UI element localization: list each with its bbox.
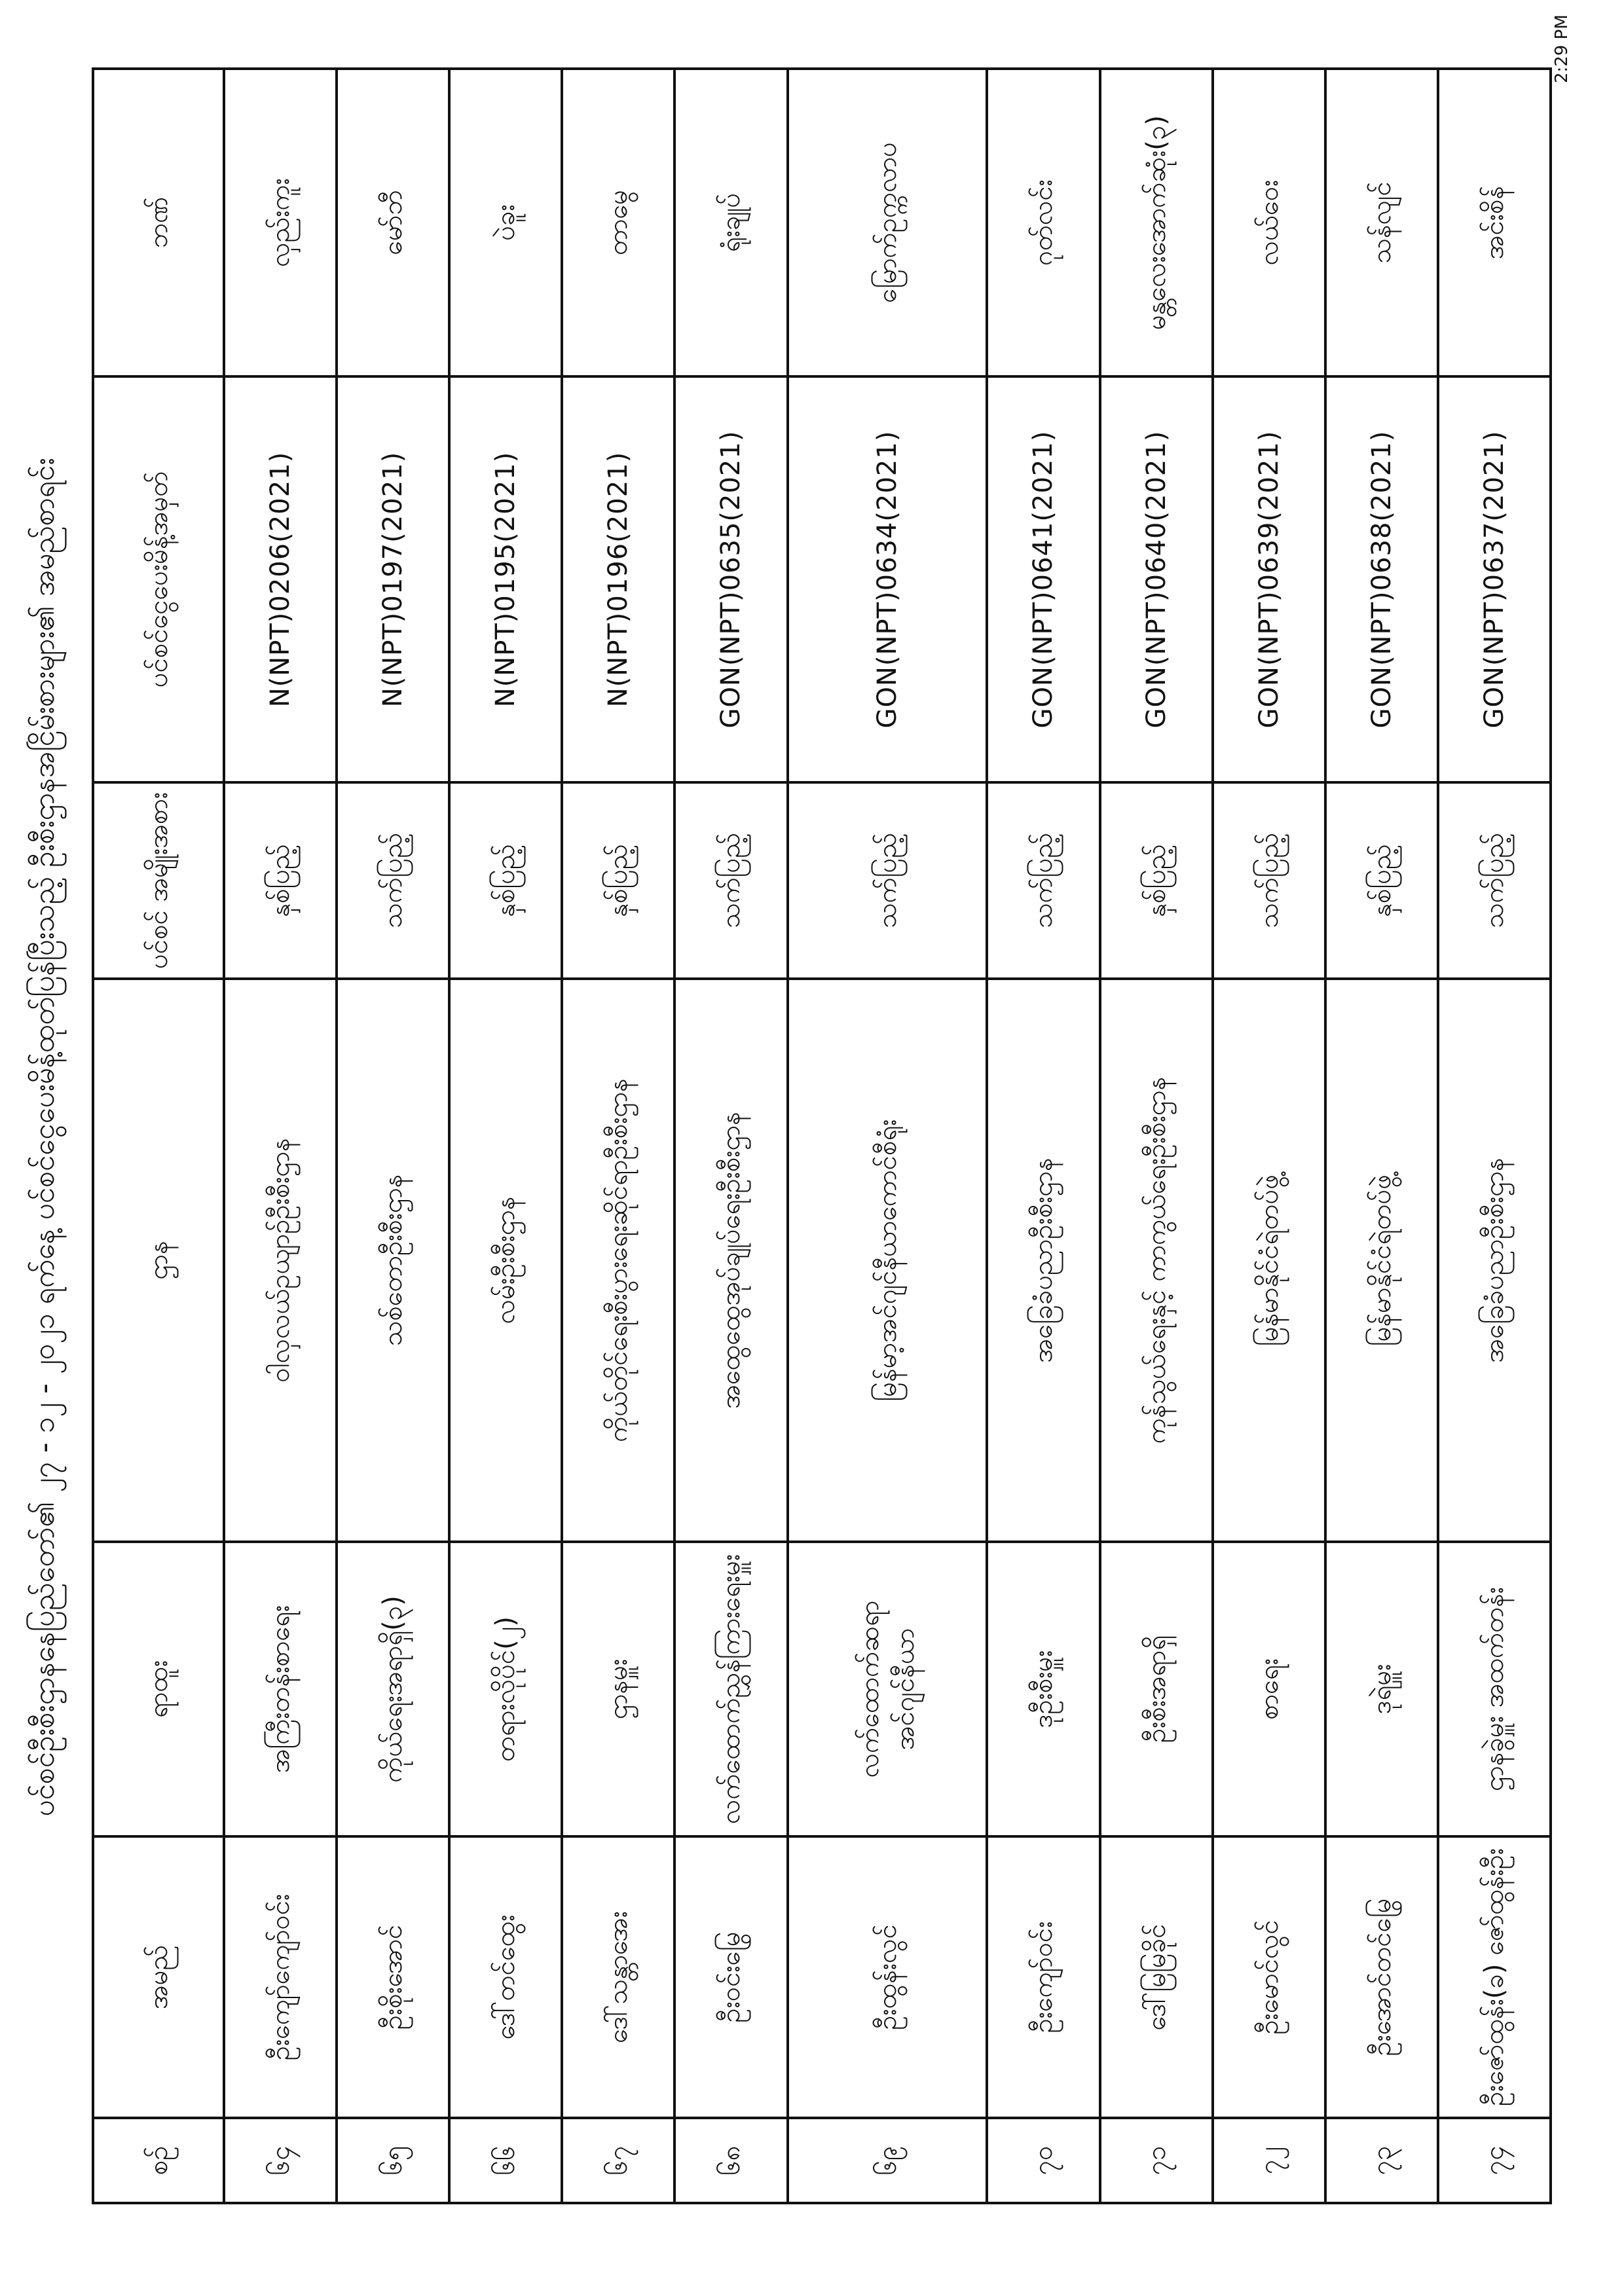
row-bank: အင်းစိန် [1438,69,1551,376]
row-rank: ဌာနမှူး [562,1542,674,1836]
row-rank: ဒုဦးစီးမှူး [987,1542,1099,1836]
row-department: အခြေခံပညာဦးစီးဌာန [987,979,1099,1542]
row-pension-type: သက်ပြည့် [987,782,1099,979]
row-department: သစ်တောဦးစီးဌာန [337,979,449,1542]
row-name: ဦးကျော်ကျော်ဝင်း [224,1836,337,2118]
row-rank: ဦးစီးအရာရှိ [1100,1542,1213,1836]
row-pension-type: နှစ်ပြည့် [449,782,562,979]
header-name: အမည် [93,1836,224,2118]
table-row [1325,69,1438,2203]
row-pension-type: သက်ပြည့် [788,782,987,979]
row-rank: ဒုရဲမှူး [1325,1542,1438,1836]
pension-list-table [92,67,1552,2204]
row-bank: လယ်ဝေး [1213,69,1325,376]
table-row [674,69,787,2203]
table-row [337,69,449,2203]
row-rank: လက်ထောက်ညွှန်ကြားရေးမှူး [674,1542,787,1836]
row-order-no: N(NPT)0196(2021) [562,376,674,782]
row-order-no: N(NPT)0195(2021) [449,376,562,782]
row-name: ဦးထွန်းလွင် [788,1836,987,2118]
row-pension-type: နှစ်ပြည့် [224,782,337,979]
row-bank: လှည်းကူး [224,69,337,376]
table-row [562,69,674,2203]
row-pension-type: နှစ်ပြည့် [1325,782,1438,979]
page-title: ပင်စင်ဦးစီးဌာနနေပြည်တော်၏ ၂၇ - ၁၂ - ၂၀၂၁ ရက်နေ့ ပင်စင်ငွေပေးမိန့်ထုတ်ပြန်ပြီးသည့် ဦးစီးဌာနအငြိမ်းစားများ၏ အမည်စာရင်း [28,458,61,1817]
row-pension-type: နှစ်ပြည့် [1100,782,1213,979]
row-no: ၆၅ [337,2118,449,2203]
row-rank: ဌာနခွဲမှူး အထက်တန်း [1438,1542,1551,1836]
row-pension-type: သက်ပြည့် [674,782,787,979]
row-name: ဒေါ်သန္တာအေး [562,1836,674,2118]
row-no: ၆၄ [224,2118,337,2203]
table-row [788,69,987,2203]
row-department: လမ်းဦးစီးဌာန [449,979,562,1542]
row-pension-type: သက်ပြည့် [1213,782,1325,979]
row-bank: မော်ဘီ [337,69,449,376]
row-name: ဦးကျော်ဝင်း [987,1836,1099,2118]
row-order-no: GON(NPT)0638(2021) [1325,376,1438,782]
row-order-no: GON(NPT)0634(2021) [788,376,987,782]
row-department: မြန်မာနိုင်ငံရဲတပ်ဖွဲ့ [1325,979,1438,1542]
row-rank: အကြီးတန်းစာရေး [224,1542,337,1836]
row-order-no: N(NPT)0206(2021) [224,376,337,782]
row-bank: မြောက်ဥက္ကလာပ [788,69,987,376]
row-no: ၆၇ [562,2118,674,2203]
row-bank: ရုံးချုပ် [674,69,787,376]
row-bank: မန္တလေးအောက်ဆုံး(၃) [1100,69,1213,376]
row-order-no: N(NPT)0197(2021) [337,376,449,782]
table-row [224,69,337,2203]
row-name: ဦးဝင်းမြွေ [674,1836,787,2118]
row-pension-type: သက်ပြည့် [337,782,449,979]
row-name: ဦးအောင်တင်မြွေ [1325,1836,1438,2118]
row-name: ဦးစိုးအောင် [337,1836,449,2118]
row-name: ဦးမောင်လွင် [1213,1836,1325,2118]
row-pension-type: နှစ်ပြည့် [562,782,674,979]
row-department: အထွေထွေအုပ်ချုပ်ရေးဦးစီးဌာန [674,979,787,1542]
row-bank: ဂုတ်လင်း [987,69,1099,376]
table-row [1100,69,1213,2203]
row-no: ၆၉ [788,2118,987,2203]
row-no: ၇၂ [1213,2118,1325,2203]
row-no: ၆၈ [674,2118,787,2203]
row-no: ၇၁ [1100,2118,1213,2203]
row-rank: စာရေး [1213,1542,1325,1836]
row-name: ဒေါ်မြမြခိုင် [1100,1836,1213,2118]
table-row [449,69,562,2203]
row-no: ၇၀ [987,2118,1099,2203]
row-department: ကုန်သွယ်ရေးနှင့် ကာကွယ်ရေးဦးစီးဌာန [1100,979,1213,1542]
row-bank: တာမွေ [562,69,674,376]
row-order-no: GON(NPT)0639(2021) [1213,376,1325,782]
row-order-no: GON(NPT)0640(2021) [1100,376,1213,782]
row-bank: ပဲခူး [449,69,562,376]
row-rank: ကိုယ်ရေးအရာရှိ(၃) [337,1542,449,1836]
row-department: မြန်မာနိုင်ငံရဲတပ်ဖွဲ့ [1213,979,1325,1542]
row-name: ဒေါ်တင်ထွေး [449,1836,562,2118]
row-order-no: GON(NPT)0641(2021) [987,376,1099,782]
row-department: မြန်မာ့အင်ဂျင်နီယာကောင်စီရုံး [788,979,987,1542]
row-no: ၇၄ [1438,2118,1551,2203]
row-rank: တရားလိုပိုင်(၂) [449,1542,562,1836]
row-department: ကိုယ်တိုင်ရေးစီးပွားရေးဆိုင်ရာဦးစီးဌာန [562,979,674,1542]
table-row [1438,69,1551,2203]
row-name: ဦးဇော်ထွန်း(ခ) ဇော်ထွန်းဦး [1438,1836,1551,2118]
table-row [1213,69,1325,2203]
row-bank: သန်လျင် [1325,69,1438,376]
row-no: ၇၃ [1325,2118,1438,2203]
header-order-no: ပင်စင်ငွေပေးမိန့်အမှတ် [93,376,224,782]
row-order-no: GON(NPT)0637(2021) [1438,376,1551,782]
row-order-no: GON(NPT)0635(2021) [674,376,787,782]
row-department: ဝါလှလယ်ဥယျာဉ်ဦးစီးဌာန [224,979,337,1542]
row-no: ၆၆ [449,2118,562,2203]
header-no: စဉ် [93,2118,224,2203]
header-department: ဌာန [93,979,224,1542]
table-header-row [93,69,224,2203]
header-rank: ရာထူး [93,1542,224,1836]
table-row [987,69,1099,2203]
header-bank: ဘဏ် [93,69,224,376]
header-pension-type: ပင်စင် အမျိုးအစား [93,782,224,979]
row-pension-type: သက်ပြည့် [1438,782,1551,979]
row-rank: လက်ထောက်ဆရာ အင်ဂျင်နီယာ [788,1542,987,1836]
row-department: အခြေခံပညာဦးစီးဌာန [1438,979,1551,1542]
timestamp: 2:29 PM [1552,14,1572,83]
